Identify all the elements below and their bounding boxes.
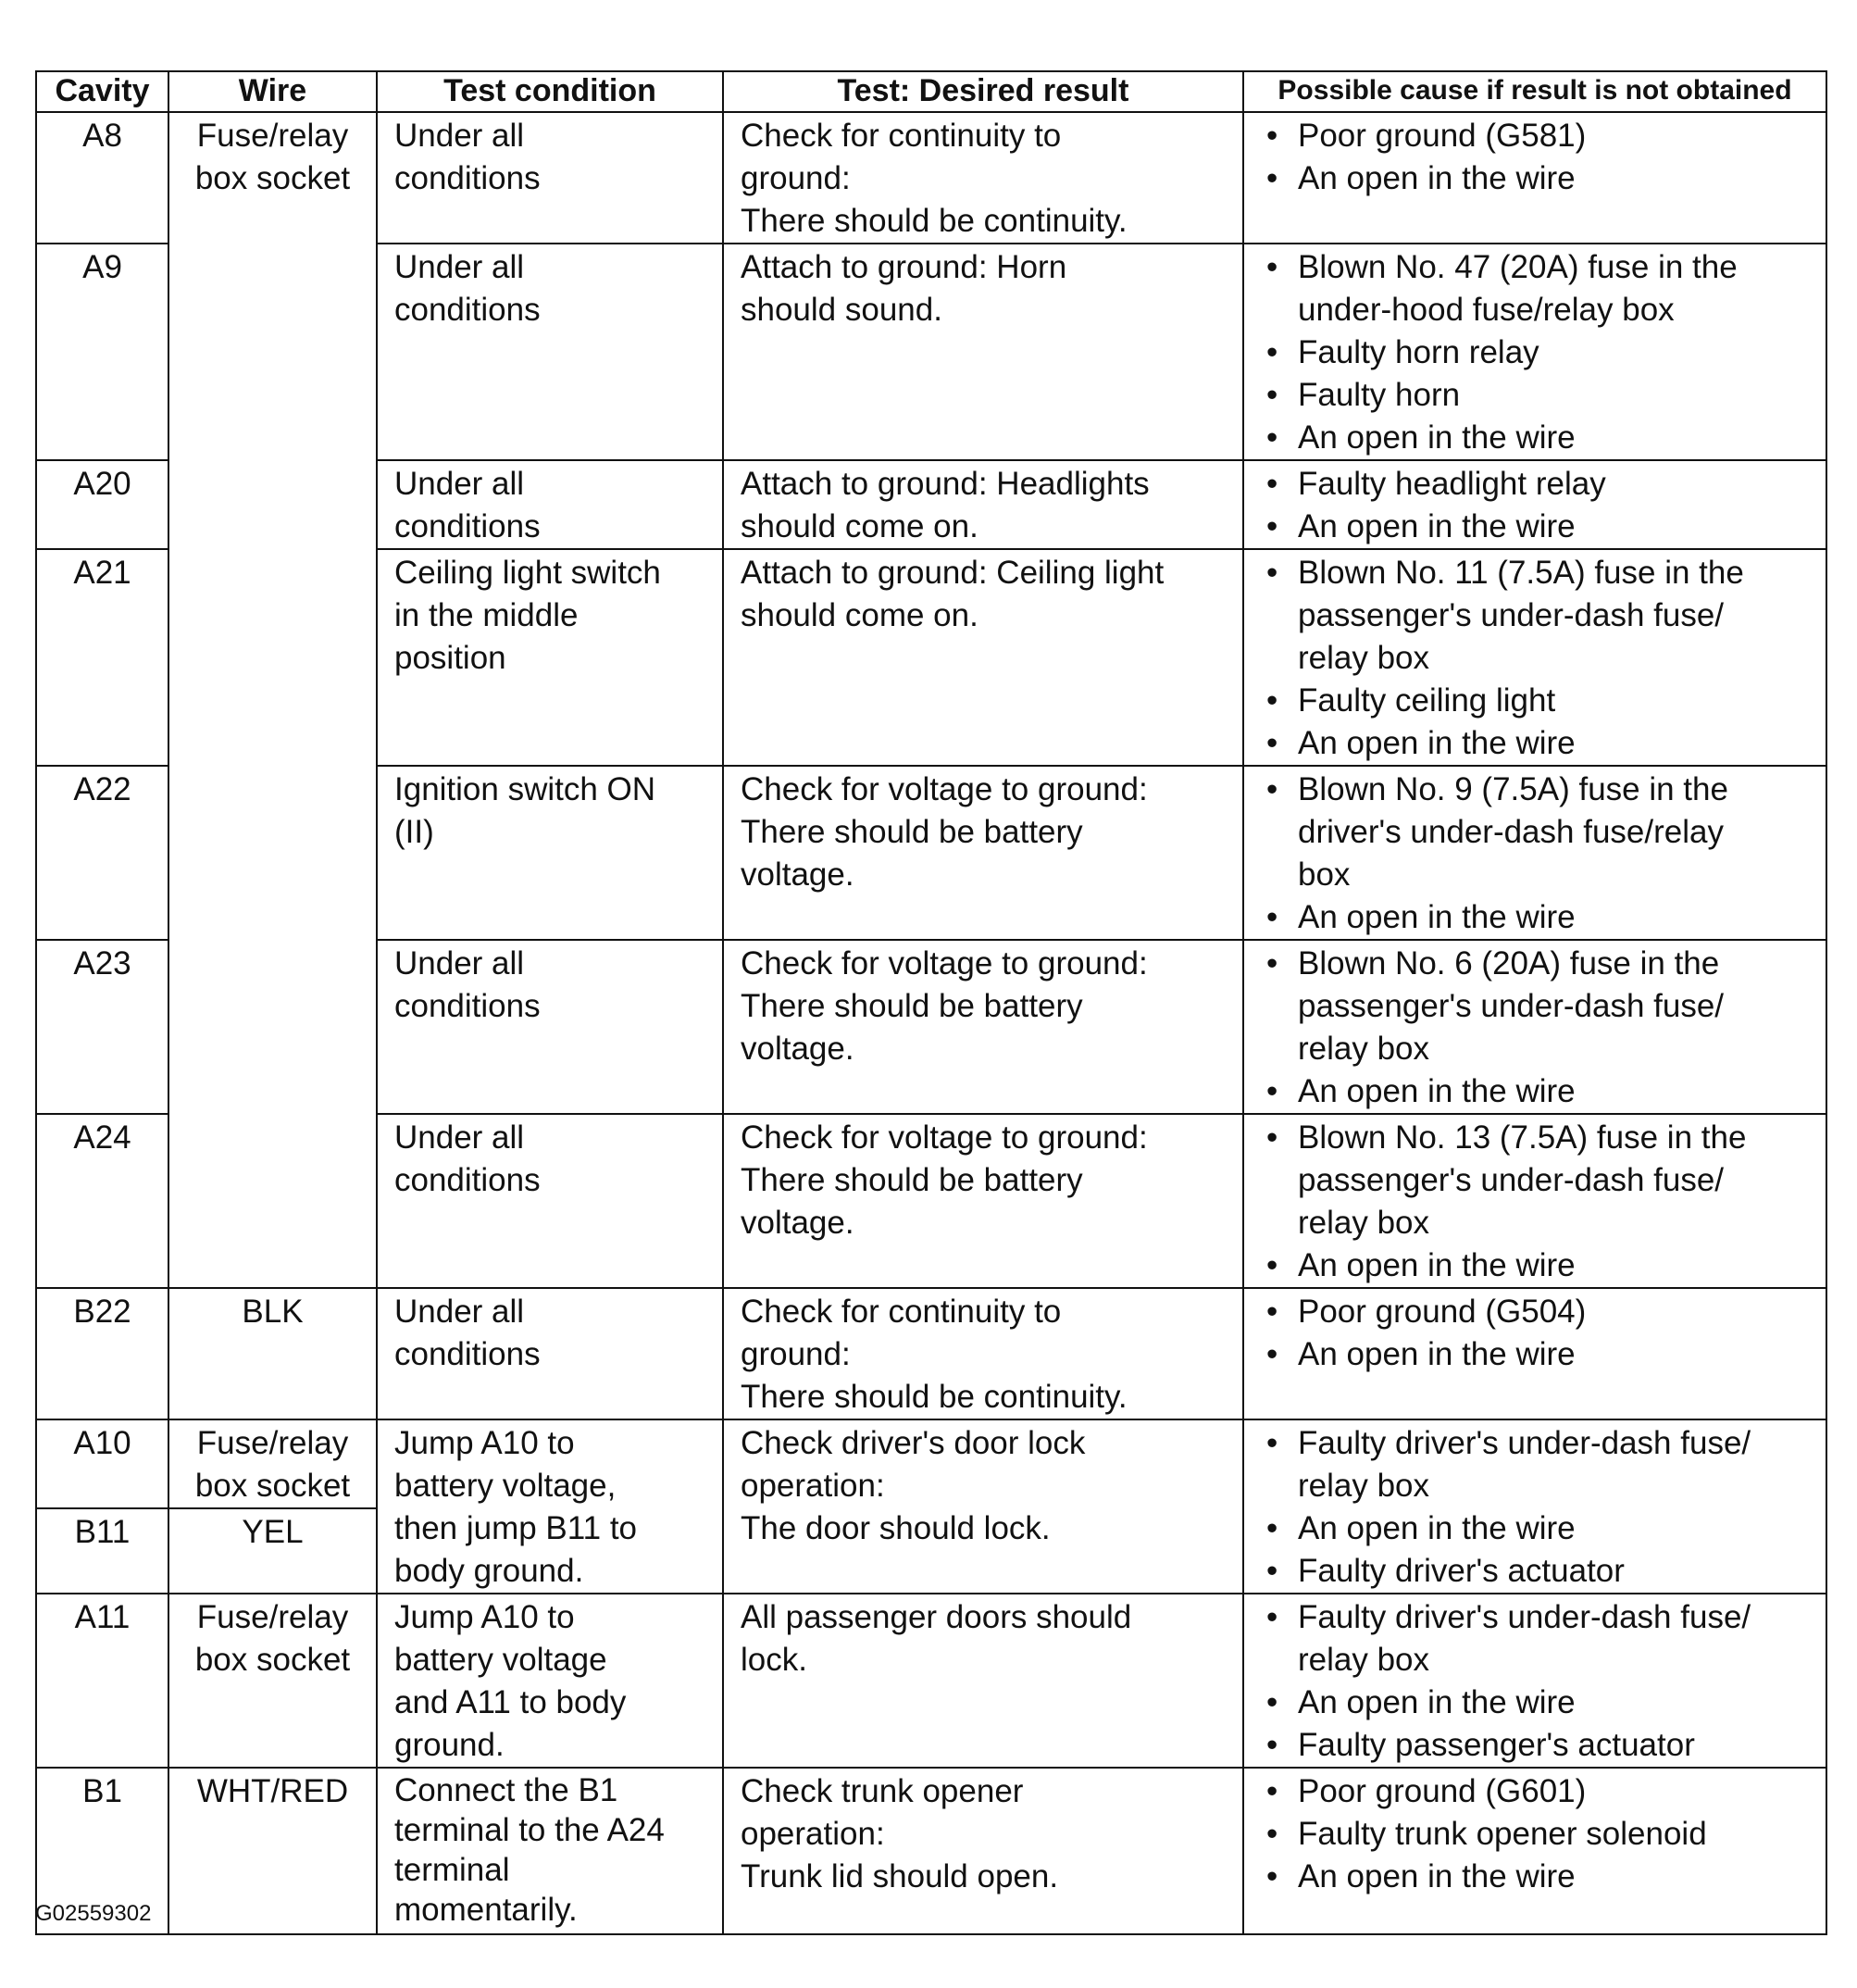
condition-cell <box>377 1594 723 1768</box>
cause-list <box>1261 1291 1813 1376</box>
result-text: Attach to ground: Headlights <box>741 466 1150 502</box>
cause-item: • An open in the wire <box>1261 417 1813 459</box>
condition-text: Connect the B1 <box>394 1772 618 1808</box>
result-cell <box>723 940 1243 1114</box>
wire-cell <box>168 1768 377 1934</box>
cause-item <box>1261 769 1813 896</box>
condition-text: Jump A10 to <box>394 1425 575 1461</box>
cause-text: • Blown No. 6 (20A) fuse in the <box>1298 945 1720 981</box>
cause-list <box>1261 1596 1813 1767</box>
cause-item: • Faulty trunk opener solenoid <box>1261 1813 1813 1856</box>
cause-cell <box>1243 1114 1826 1288</box>
wire-text: WHT/RED <box>196 1773 349 1809</box>
result-text: should come on. <box>741 508 978 544</box>
result-cell <box>723 244 1243 460</box>
cavity-cell: A10 <box>36 1419 168 1508</box>
cavity-cell: A11 <box>36 1594 168 1768</box>
cause-text: • Faulty driver's under-dash fuse/ <box>1298 1425 1751 1461</box>
wire-cell <box>168 1594 377 1768</box>
cavity-cell: B11 <box>36 1508 168 1594</box>
condition-text: Ceiling light switch <box>394 555 661 591</box>
result-cell <box>723 1419 1243 1594</box>
condition-text: and A11 to body <box>394 1684 627 1720</box>
condition-text: terminal <box>394 1852 510 1888</box>
cause-list <box>1261 1422 1813 1593</box>
wire-text: BLK <box>242 1294 304 1330</box>
cause-text: relay box <box>1298 1031 1430 1067</box>
cause-item <box>1261 1117 1813 1244</box>
result-text: There should be continuity. <box>741 203 1128 239</box>
cavity-cell: A9 <box>36 244 168 460</box>
result-text: ground: <box>741 1336 851 1372</box>
cause-text: • Faulty driver's under-dash fuse/ <box>1298 1599 1751 1635</box>
cause-item <box>1261 1422 1813 1507</box>
result-text: There should be battery <box>741 988 1083 1024</box>
cause-text: • Blown No. 11 (7.5A) fuse in the <box>1298 555 1744 591</box>
result-text: There should be battery <box>741 814 1083 850</box>
cause-item: • An open in the wire <box>1261 1244 1813 1287</box>
result-cell <box>723 549 1243 766</box>
condition-cell <box>377 940 723 1114</box>
condition-text: terminal to the A24 <box>394 1812 665 1848</box>
cause-item: • An open in the wire <box>1261 1507 1813 1550</box>
condition-text: Ignition switch ON <box>394 771 656 807</box>
wire-cell <box>168 1288 377 1419</box>
result-cell <box>723 1768 1243 1934</box>
result-text: voltage. <box>741 1205 854 1241</box>
cause-list <box>1261 1117 1813 1287</box>
cause-item: • An open in the wire <box>1261 157 1813 200</box>
condition-cell <box>377 460 723 549</box>
cause-list <box>1261 769 1813 939</box>
cavity-cell: A20 <box>36 460 168 549</box>
header-possible-cause: Possible cause if result is not obtained <box>1243 71 1826 112</box>
cavity-cell: A8 <box>36 112 168 244</box>
result-text: The door should lock. <box>741 1510 1051 1546</box>
table-row <box>36 1419 1826 1508</box>
wire-text: YEL <box>242 1514 304 1550</box>
wire-text: box socket <box>194 160 351 196</box>
header-test-condition: Test condition <box>377 71 723 112</box>
condition-cell <box>377 1114 723 1288</box>
cause-cell <box>1243 1594 1826 1768</box>
condition-text: position <box>394 640 506 676</box>
cause-item: • An open in the wire <box>1261 506 1813 548</box>
cause-cell <box>1243 112 1826 244</box>
result-cell <box>723 1594 1243 1768</box>
cause-cell <box>1243 940 1826 1114</box>
result-cell <box>723 112 1243 244</box>
cause-list <box>1261 943 1813 1113</box>
result-text: should sound. <box>741 292 942 328</box>
cause-item: • Faulty headlight relay <box>1261 463 1813 506</box>
condition-text: conditions <box>394 160 541 196</box>
cavity-cell: A21 <box>36 549 168 766</box>
cause-item: • Faulty passenger's actuator <box>1261 1724 1813 1767</box>
result-text: voltage. <box>741 1031 854 1067</box>
condition-text: momentarily. <box>394 1892 578 1928</box>
condition-cell <box>377 244 723 460</box>
condition-cell <box>377 766 723 940</box>
result-text: There should be continuity. <box>741 1379 1128 1415</box>
table-row <box>36 1594 1826 1768</box>
cause-list <box>1261 115 1813 200</box>
cause-text: passenger's under-dash fuse/ <box>1298 597 1725 633</box>
cause-item <box>1261 1596 1813 1682</box>
cavity-cell: B1 <box>36 1768 168 1934</box>
cause-text: relay box <box>1298 1468 1430 1504</box>
result-text: Check trunk opener <box>741 1773 1024 1809</box>
cause-item: • An open in the wire <box>1261 896 1813 939</box>
condition-text: in the middle <box>394 597 579 633</box>
condition-text: conditions <box>394 292 541 328</box>
cause-text: • Blown No. 47 (20A) fuse in the <box>1298 249 1738 285</box>
cause-item: • Poor ground (G581) <box>1261 115 1813 157</box>
result-text: operation: <box>741 1816 885 1852</box>
wire-text: Fuse/relay <box>196 1425 349 1461</box>
result-text: Check for continuity to <box>741 1294 1062 1330</box>
condition-text: Under all <box>394 1119 525 1156</box>
cavity-cell: A24 <box>36 1114 168 1288</box>
condition-text: ground. <box>394 1727 505 1763</box>
cause-text: relay box <box>1298 1205 1430 1241</box>
result-cell <box>723 1288 1243 1419</box>
cause-item <box>1261 552 1813 680</box>
condition-text: battery voltage <box>394 1642 607 1678</box>
condition-text: conditions <box>394 1336 541 1372</box>
result-text: operation: <box>741 1468 885 1504</box>
table-row <box>36 1768 1826 1934</box>
wire-cell <box>168 112 377 1288</box>
connector-test-table <box>35 70 1827 1935</box>
cause-cell <box>1243 460 1826 549</box>
cause-text: under-hood fuse/relay box <box>1298 292 1675 328</box>
result-text: There should be battery <box>741 1162 1083 1198</box>
cause-text: • Blown No. 9 (7.5A) fuse in the <box>1298 771 1728 807</box>
result-text: Attach to ground: Horn <box>741 249 1067 285</box>
cause-text: passenger's under-dash fuse/ <box>1298 1162 1725 1198</box>
condition-text: conditions <box>394 508 541 544</box>
cause-list <box>1261 1770 1813 1898</box>
result-text: Check for voltage to ground: <box>741 945 1148 981</box>
cause-item <box>1261 943 1813 1070</box>
condition-cell <box>377 1768 723 1934</box>
cause-item: • An open in the wire <box>1261 1682 1813 1724</box>
cause-text: box <box>1298 856 1351 893</box>
cause-cell <box>1243 1419 1826 1594</box>
result-text: should come on. <box>741 597 978 633</box>
wire-text: Fuse/relay <box>196 1599 349 1635</box>
wire-cell <box>168 1508 377 1594</box>
condition-text: Under all <box>394 466 525 502</box>
condition-text: Under all <box>394 249 525 285</box>
result-text: Check for voltage to ground: <box>741 1119 1148 1156</box>
cause-item: • Poor ground (G504) <box>1261 1291 1813 1333</box>
condition-cell <box>377 549 723 766</box>
header-cavity: Cavity <box>36 71 168 112</box>
cause-item: • An open in the wire <box>1261 1856 1813 1898</box>
cavity-cell: A22 <box>36 766 168 940</box>
cavity-cell: A23 <box>36 940 168 1114</box>
cause-cell <box>1243 766 1826 940</box>
cause-list <box>1261 246 1813 459</box>
cause-cell <box>1243 1768 1826 1934</box>
cause-item <box>1261 246 1813 331</box>
condition-text: Under all <box>394 1294 525 1330</box>
cause-item: • An open in the wire <box>1261 722 1813 765</box>
condition-text: Under all <box>394 118 525 154</box>
condition-text: body ground. <box>394 1553 584 1589</box>
cause-item: • Faulty driver's actuator <box>1261 1550 1813 1593</box>
condition-text: then jump B11 to <box>394 1510 638 1546</box>
cause-item: • Faulty horn <box>1261 374 1813 417</box>
result-text: Check driver's door lock <box>741 1425 1086 1461</box>
condition-cell <box>377 112 723 244</box>
cause-text: • Blown No. 13 (7.5A) fuse in the <box>1298 1119 1747 1156</box>
condition-text: (II) <box>394 814 434 850</box>
result-text: lock. <box>741 1642 807 1678</box>
cause-list <box>1261 552 1813 765</box>
cause-cell <box>1243 549 1826 766</box>
result-text: voltage. <box>741 856 854 893</box>
result-text: Check for continuity to <box>741 118 1062 154</box>
cause-text: relay box <box>1298 640 1430 676</box>
wire-text: Fuse/relay <box>196 118 349 154</box>
condition-text: conditions <box>394 1162 541 1198</box>
result-cell <box>723 1114 1243 1288</box>
cause-item: • Faulty horn relay <box>1261 331 1813 374</box>
condition-text: Jump A10 to <box>394 1599 575 1635</box>
result-text: ground: <box>741 160 851 196</box>
cause-text: passenger's under-dash fuse/ <box>1298 988 1725 1024</box>
wire-text: box socket <box>194 1468 351 1504</box>
header-desired-result: Test: Desired result <box>723 71 1243 112</box>
result-text: All passenger doors should <box>741 1599 1132 1635</box>
cause-cell <box>1243 1288 1826 1419</box>
condition-cell <box>377 1419 723 1594</box>
cavity-cell: B22 <box>36 1288 168 1419</box>
result-text: Check for voltage to ground: <box>741 771 1148 807</box>
result-cell <box>723 460 1243 549</box>
condition-text: conditions <box>394 988 541 1024</box>
cause-item: • An open in the wire <box>1261 1070 1813 1113</box>
table-row <box>36 112 1826 244</box>
wire-cell <box>168 1419 377 1508</box>
condition-text: battery voltage, <box>394 1468 617 1504</box>
cause-cell <box>1243 244 1826 460</box>
figure-id: G02559302 <box>35 1901 152 1926</box>
cause-text: driver's under-dash fuse/relay <box>1298 814 1724 850</box>
cause-list <box>1261 463 1813 548</box>
cause-item: • Poor ground (G601) <box>1261 1770 1813 1813</box>
cause-item: • An open in the wire <box>1261 1333 1813 1376</box>
cause-text: relay box <box>1298 1642 1430 1678</box>
cause-item: • Faulty ceiling light <box>1261 680 1813 722</box>
header-wire: Wire <box>168 71 377 112</box>
result-text: Attach to ground: Ceiling light <box>741 555 1165 591</box>
result-cell <box>723 766 1243 940</box>
header-row <box>36 71 1826 112</box>
condition-text: Under all <box>394 945 525 981</box>
wire-text: box socket <box>194 1642 351 1678</box>
result-text: Trunk lid should open. <box>741 1858 1059 1894</box>
condition-cell <box>377 1288 723 1419</box>
table-row <box>36 1288 1826 1419</box>
